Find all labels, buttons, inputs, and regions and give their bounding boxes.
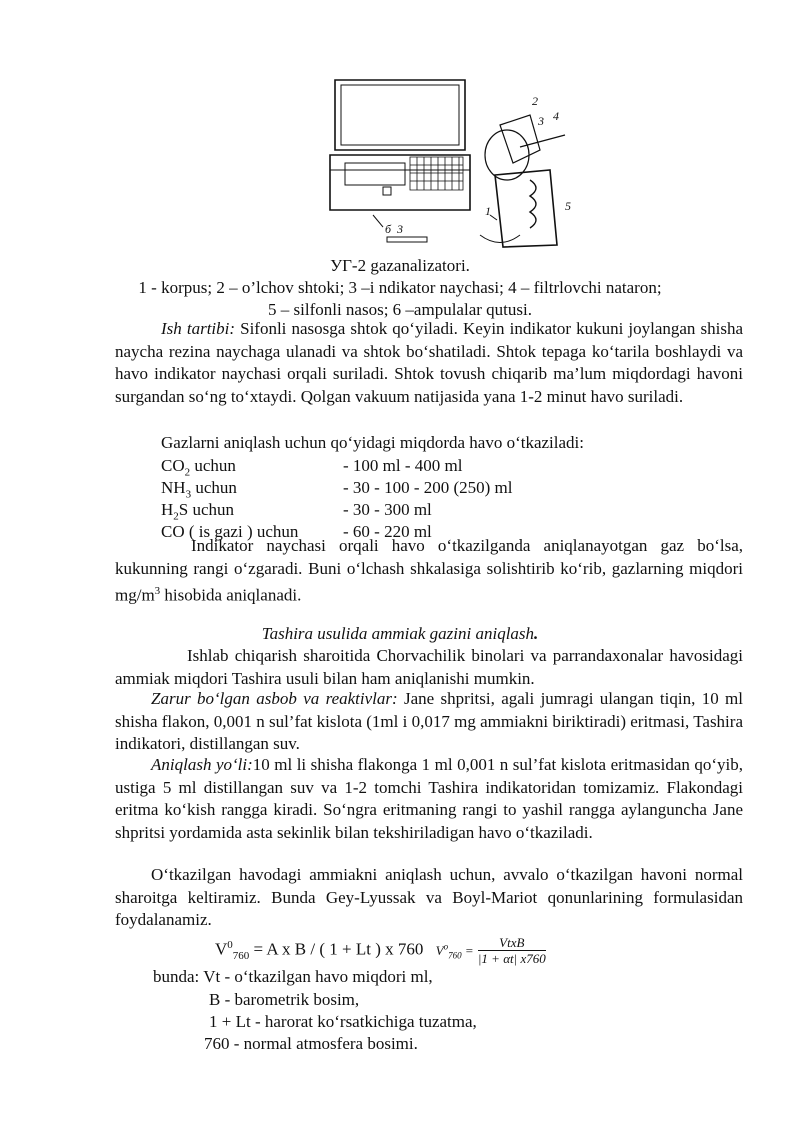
callout-6: б bbox=[385, 222, 392, 236]
bunda-line: 760 - normal atmosfera bosimi. bbox=[204, 1034, 418, 1053]
ish-tartibi-text: Sifonli nasosga shtok qo‘yiladi. Keyin indikator kukuni joylangan shisha naycha rezina naychaga ulanadi va shtok bo‘shatiladi. Shtok tepaga ko‘tarila boshlaydi va havo indikator naychasi orqali suriladi. Shtok tovush chiqarib ma’lum miqdordagi havoni surgandan so‘ng to‘xtaydi. Qolgan vakuum natijasida yana 1-2 minut havo suriladi. bbox=[115, 319, 743, 406]
callout-1: 1 bbox=[485, 204, 491, 218]
gas-row: $H_2S$ uchun - 30 - 300 ml bbox=[161, 500, 432, 523]
aniqlash-paragraph: Aniqlash yo‘li:10 ml li shisha flakonga 1 ml 0,001 n sul’fat kislota eritmasidan qo‘yib, ustiga 5 ml distillangan suv va 1-2 tomchi Tashira indikatoridan tomizamiz. Flakondagi eritma ko‘kish rangga kiradi. So‘ngra eritmaning rangi to yashil rangga aylanguncha Jane shpritsi yordamida asta sekinlik bilan tekshiriladigan havo o‘tkaziladi. bbox=[115, 755, 744, 842]
indicator-paragraph: Indikator naychasi orqali havo o‘tkazilganda aniqlanayotgan gaz bo‘lsa, kukunning rangi o‘zgaradi. Buni o‘lchash shkalasiga solishtirib ko‘rib, gazlarning miqdori $mg/m^3$ hisobida aniqlanadi. bbox=[115, 536, 743, 605]
formula-fraction: $\frac{\text{VtxB}}{|1 + \alpha t| x760}$ bbox=[477, 935, 546, 967]
gas-range: - 30 - 100 - 200 (250) ml bbox=[343, 478, 513, 497]
gas-range: - 30 - 300 ml bbox=[343, 500, 432, 519]
figure-caption: УГ-2 gazanalizatori. bbox=[330, 256, 470, 275]
gas-row: $CO_2$ uchun - 100 ml - 400 ml bbox=[161, 456, 463, 479]
gas-analyzer-illustration bbox=[325, 75, 585, 250]
figure-legend-line2: 5 – silfonli nasos; 6 –ampulalar qutusi. bbox=[268, 300, 532, 319]
gas-range: - 100 ml - 400 ml bbox=[343, 456, 463, 475]
callout-2: 2 bbox=[532, 94, 538, 108]
gas-intro: Gazlarni aniqlash uchun qo‘yidagi miqdorda havo o‘tkaziladi: bbox=[161, 433, 584, 452]
zarur-label: Zarur bo‘lgan asbob va reaktivlar: bbox=[151, 689, 398, 708]
gas-row: CO ( is gazi ) uchun - 60 - 220 ml bbox=[161, 522, 432, 541]
formula: $V^0_{760} = A$ x B / ( 1 + Lt ) x 760 $V^o_{760}$ = $\frac{\text{VtxB}}{|1 + \alpha t| x760}$ bbox=[215, 935, 546, 967]
callout-5: 5 bbox=[565, 199, 571, 213]
gas-row: $NH_3$ uchun - 30 - 100 - 200 (250) ml bbox=[161, 478, 513, 501]
ish-tartibi-label: Ish tartibi: bbox=[161, 319, 236, 338]
callout-3: 3 bbox=[538, 114, 544, 128]
formula-fraction-lhs: $V^o_{760}$ = bbox=[435, 941, 474, 961]
normal-conditions-paragraph: O‘tkazilgan havodagi ammiakni aniqlash uchun, avvalo o‘tkazilgan havoni normal sharoitga keltiramiz. Bunda Gey-Lyussak va Boyl-Mariot qonunlarining formulasidan foydalanamiz. bbox=[115, 865, 743, 929]
bunda-line: bunda: Vt - o‘tkazilgan havo miqdori ml, bbox=[153, 967, 433, 986]
section-title: Tashira usulida ammiak gazini aniqlash. bbox=[261, 624, 539, 643]
ish-tartibi-paragraph bbox=[115, 318, 743, 408]
bunda-line: B - barometrik bosim, bbox=[209, 990, 360, 1009]
aniqlash-label: Aniqlash yo‘li: bbox=[151, 755, 253, 774]
gas-range: - 60 - 220 ml bbox=[343, 522, 432, 541]
zarur-paragraph: Zarur bo‘lgan asbob va reaktivlar: Jane shpritsi, agali jumragi ulangan tiqin, 10 ml shisha flakon, 0,001 n sul’fat kislota (1ml i 0,017 mg ammiakni biriktiradi) eritmasi, Tashira indikatori, distillangan suv. bbox=[115, 689, 743, 753]
intro-paragraph: Ishlab chiqarish sharoitida Chorvachilik binolari va parrandaxonalar havosidagi ammiak miqdori Tashira usuli bilan ham aniqlanishi mumkin. bbox=[115, 646, 743, 688]
bunda-line: 1 + Lt - harorat ko‘rsatkichiga tuzatma, bbox=[209, 1012, 477, 1031]
figure-legend-line1: 1 - korpus; 2 – o’lchov shtoki; 3 –i ndikator naychasi; 4 – filtrlovchi nataron; bbox=[138, 278, 662, 297]
callout-4: 4 bbox=[553, 109, 559, 123]
callout-3b: 3 bbox=[397, 222, 403, 236]
